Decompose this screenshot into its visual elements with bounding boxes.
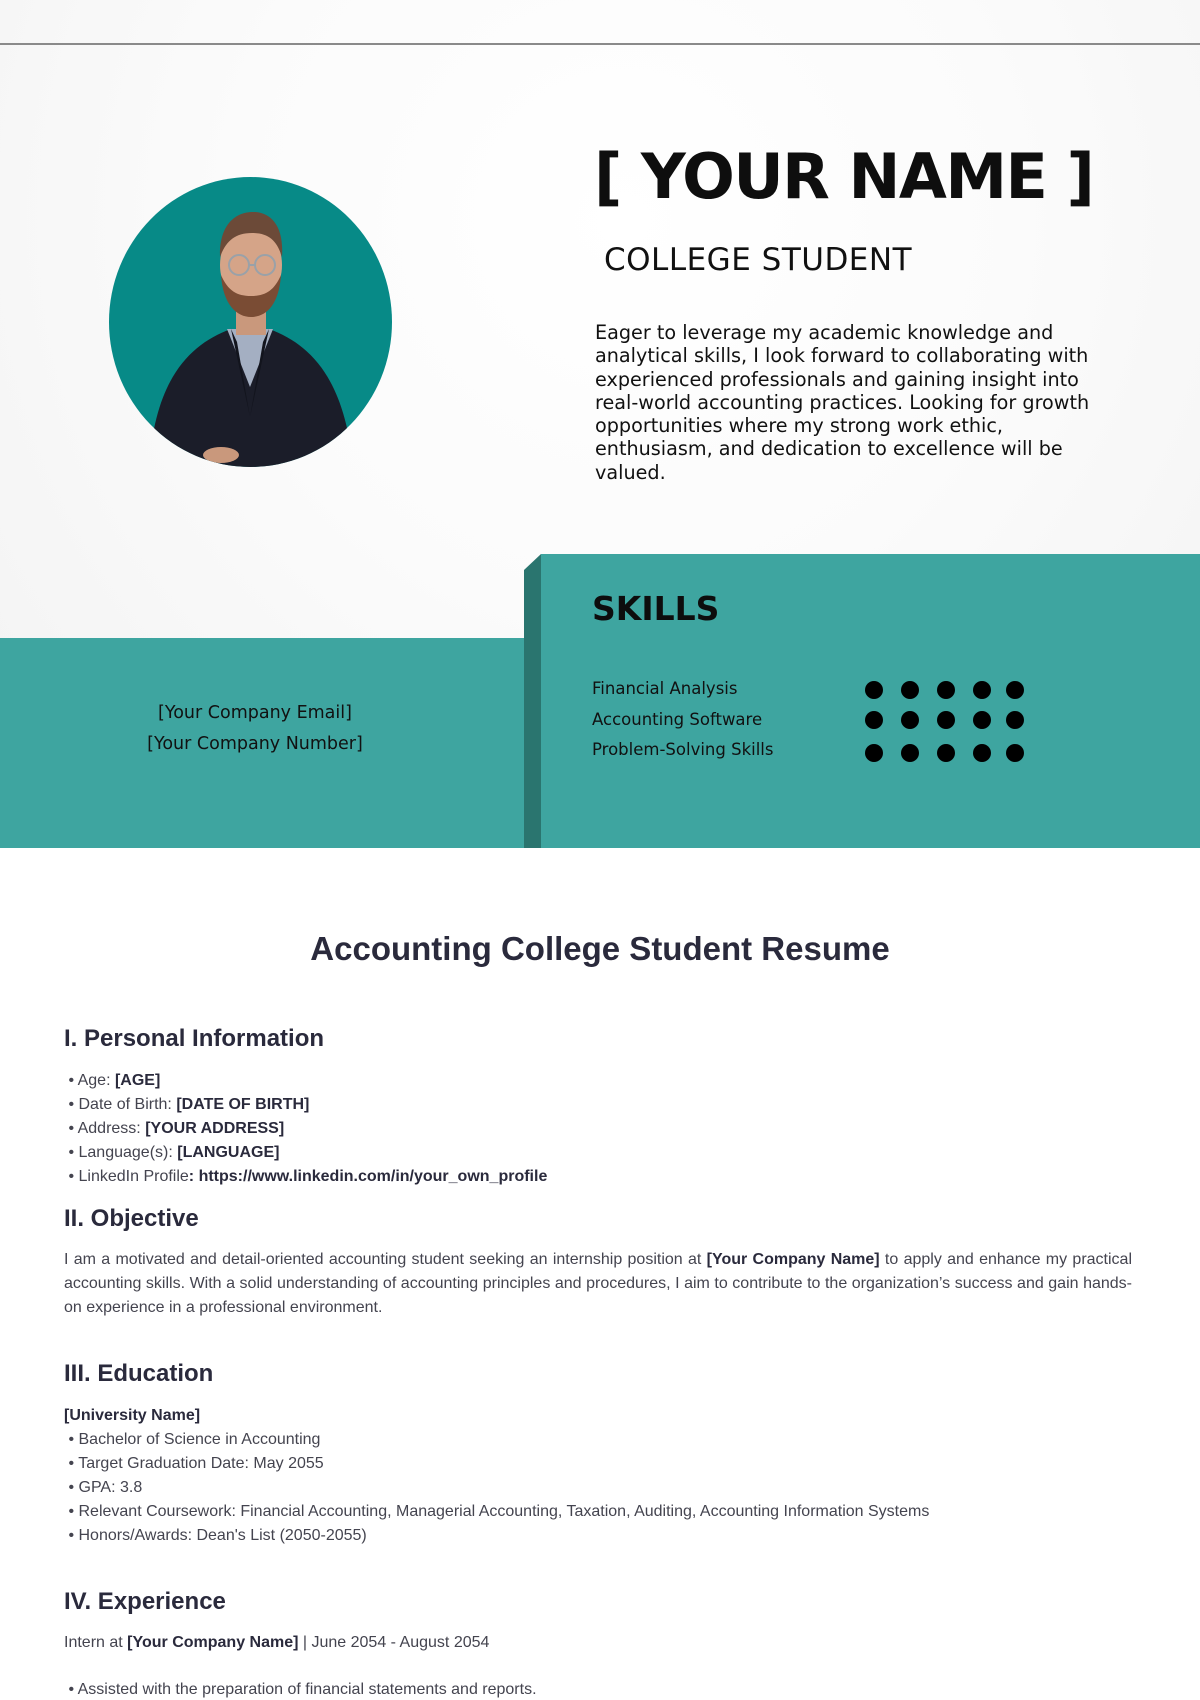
- rating-dot-filled: [937, 711, 955, 729]
- item-value: [DATE OF BIRTH]: [176, 1096, 310, 1113]
- item-label: Date of Birth:: [78, 1096, 177, 1113]
- section-heading-experience: IV. Experience: [64, 1588, 226, 1615]
- list-item: • Bachelor of Science in Accounting: [64, 1431, 321, 1448]
- section-heading-objective: II. Objective: [64, 1205, 199, 1232]
- rating-dot-filled: [937, 744, 955, 762]
- item-label: Age:: [77, 1072, 115, 1089]
- contact-email: [Your Company Email]: [158, 703, 352, 723]
- company-name: [Your Company Name]: [706, 1251, 880, 1268]
- list-item-text: Target Graduation Date: May 2055: [78, 1455, 324, 1472]
- skill-rating: [865, 744, 1025, 762]
- list-item: • Assisted with the preparation of financial statements and reports.: [64, 1681, 537, 1698]
- list-item: • Date of Birth: [DATE OF BIRTH]: [64, 1096, 310, 1113]
- experience-role-prefix: Intern at: [64, 1634, 128, 1651]
- item-label: Address:: [77, 1120, 146, 1137]
- list-item-text: Assisted with the preparation of financial statements and reports.: [77, 1681, 537, 1698]
- rating-dot-filled: [973, 744, 991, 762]
- profile-photo: [109, 177, 392, 467]
- rating-dot-filled: [901, 744, 919, 762]
- list-item-text: Honors/Awards: Dean's List (2050-2055): [78, 1527, 367, 1544]
- list-item: • Language(s): [LANGUAGE]: [64, 1144, 280, 1161]
- item-label: LinkedIn Profile: [78, 1168, 189, 1185]
- list-item-text: Bachelor of Science in Accounting: [78, 1431, 321, 1448]
- skill-rating: [865, 711, 1025, 729]
- skills-title: SKILLS: [592, 589, 720, 628]
- skill-label: Financial Analysis: [592, 679, 738, 698]
- rating-dot-filled: [865, 744, 883, 762]
- objective-text-end: to apply and enhance my practical accounting skills. With a solid understanding of accounting principles and procedures, I aim to contribute to the organization’s success and gain hands-on experience in a professional environment.: [64, 1251, 1133, 1316]
- item-value: [LANGUAGE]: [177, 1144, 280, 1161]
- rating-dot-filled: [865, 711, 883, 729]
- list-item: • Relevant Coursework: Financial Accounting, Managerial Accounting, Taxation, Auditing, Accounting Information Systems: [64, 1503, 930, 1520]
- candidate-role: COLLEGE STUDENT: [604, 242, 913, 278]
- top-divider: [0, 43, 1200, 45]
- contact-band: [0, 638, 530, 848]
- rating-dot-filled: [1006, 681, 1024, 699]
- list-item: • Age: [AGE]: [64, 1072, 161, 1089]
- experience-dates: | June 2054 - August 2054: [298, 1634, 490, 1651]
- rating-dot-filled: [973, 681, 991, 699]
- rating-dot-filled: [901, 681, 919, 699]
- document-title: Accounting College Student Resume: [310, 930, 890, 967]
- rating-dot-filled: [1006, 711, 1024, 729]
- skill-label: Problem-Solving Skills: [592, 740, 774, 759]
- item-value: [AGE]: [114, 1072, 161, 1089]
- list-item: • LinkedIn Profile: https://www.linkedin.com/in/your_own_profile: [64, 1168, 548, 1185]
- section-heading-personal: I. Personal Information: [64, 1025, 325, 1052]
- candidate-name: [ YOUR NAME ]: [594, 140, 1094, 213]
- objective-text-start: I am a motivated and detail-oriented accounting student seeking an internship position at: [64, 1251, 707, 1268]
- list-item: • Target Graduation Date: May 2055: [64, 1455, 324, 1472]
- list-item: • Address: [YOUR ADDRESS]: [64, 1120, 285, 1137]
- university-name: [64, 1407, 200, 1425]
- company-name: [Your Company Name]: [127, 1634, 299, 1651]
- item-value: [YOUR ADDRESS]: [145, 1120, 285, 1137]
- rating-dot-filled: [973, 711, 991, 729]
- contact-number: [Your Company Number]: [147, 734, 363, 754]
- rating-dot-filled: [901, 711, 919, 729]
- profile-summary: Eager to leverage my academic knowledge and analytical skills, I look forward to collaborating with experienced professionals and gaining insight into real-world accounting practices. Looking for growth opportunities where my strong work ethic, enthusiasm, and dedication to excellence will be valued.: [595, 321, 1090, 484]
- item-label: Language(s):: [78, 1144, 178, 1161]
- rating-dot-filled: [937, 681, 955, 699]
- rating-dot-filled: [1006, 744, 1024, 762]
- experience-role: [64, 1634, 489, 1652]
- list-item: • Honors/Awards: Dean's List (2050-2055): [64, 1527, 367, 1544]
- skill-label: Accounting Software: [592, 710, 763, 729]
- list-item-text: Relevant Coursework: Financial Accounting, Managerial Accounting, Taxation, Auditing, Accounting Information Systems: [78, 1503, 930, 1520]
- person-portrait-icon: [109, 177, 392, 467]
- rating-dot-filled: [865, 681, 883, 699]
- list-item: • GPA: 3.8: [64, 1479, 143, 1496]
- university-name-text: [University Name]: [64, 1407, 201, 1424]
- list-item-text: GPA: 3.8: [78, 1479, 143, 1496]
- section-heading-education: III. Education: [64, 1360, 214, 1387]
- objective-text: [64, 1248, 1132, 1320]
- skill-rating: [865, 681, 1025, 699]
- linkedin-link[interactable]: : https://www.linkedin.com/in/your_own_profile: [188, 1168, 548, 1185]
